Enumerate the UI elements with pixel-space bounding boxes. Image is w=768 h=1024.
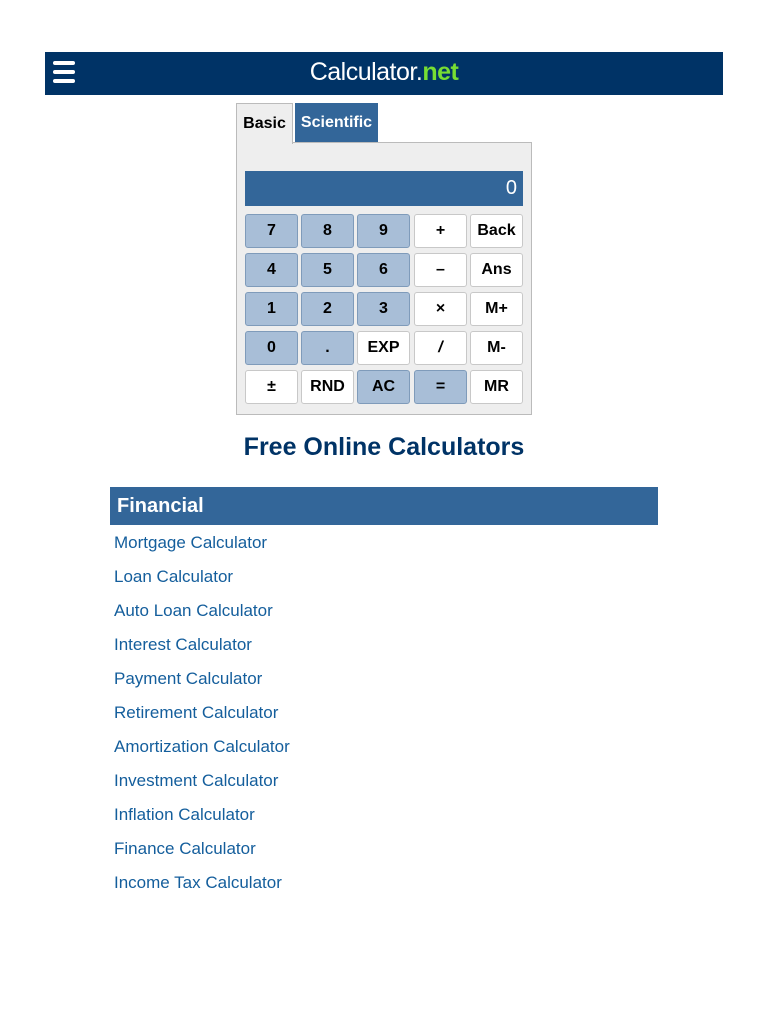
- key-3[interactable]: 3: [357, 292, 410, 326]
- key-9[interactable]: 9: [357, 214, 410, 248]
- section-heading-financial[interactable]: Financial: [110, 487, 658, 525]
- key-plus-minus[interactable]: ±: [245, 370, 298, 404]
- link-finance-calculator[interactable]: Finance Calculator: [114, 839, 256, 858]
- link-income-tax-calculator[interactable]: Income Tax Calculator: [114, 873, 282, 892]
- link-auto-loan-calculator[interactable]: Auto Loan Calculator: [114, 601, 273, 620]
- key-memory-minus[interactable]: M-: [470, 331, 523, 365]
- key-plus[interactable]: +: [414, 214, 467, 248]
- link-inflation-calculator[interactable]: Inflation Calculator: [114, 805, 255, 824]
- key-exp[interactable]: EXP: [357, 331, 410, 365]
- logo-dot: .: [415, 58, 423, 86]
- financial-links-list: [114, 530, 290, 904]
- tab-basic[interactable]: Basic: [236, 103, 293, 144]
- key-8[interactable]: 8: [301, 214, 354, 248]
- link-interest-calculator[interactable]: Interest Calculator: [114, 635, 252, 654]
- key-random[interactable]: RND: [301, 370, 354, 404]
- key-equals[interactable]: =: [414, 370, 467, 404]
- key-memory-recall[interactable]: MR: [470, 370, 523, 404]
- logo-net: net: [422, 58, 459, 86]
- key-0[interactable]: 0: [245, 331, 298, 365]
- link-payment-calculator[interactable]: Payment Calculator: [114, 669, 263, 688]
- link-investment-calculator[interactable]: Investment Calculator: [114, 771, 279, 790]
- key-ans[interactable]: Ans: [470, 253, 523, 287]
- key-multiply[interactable]: ×: [414, 292, 467, 326]
- link-retirement-calculator[interactable]: Retirement Calculator: [114, 703, 279, 722]
- key-minus[interactable]: –: [414, 253, 467, 287]
- logo-text: Calculator: [309, 58, 416, 86]
- link-mortgage-calculator[interactable]: Mortgage Calculator: [114, 533, 268, 552]
- key-back[interactable]: Back: [470, 214, 523, 248]
- key-7[interactable]: 7: [245, 214, 298, 248]
- link-loan-calculator[interactable]: Loan Calculator: [114, 567, 234, 586]
- calculator-display: 0: [245, 171, 523, 206]
- key-2[interactable]: 2: [301, 292, 354, 326]
- site-header: [45, 52, 723, 95]
- key-all-clear[interactable]: AC: [357, 370, 410, 404]
- key-5[interactable]: 5: [301, 253, 354, 287]
- key-divide[interactable]: /: [414, 331, 467, 365]
- key-6[interactable]: 6: [357, 253, 410, 287]
- link-amortization-calculator[interactable]: Amortization Calculator: [114, 737, 290, 756]
- key-memory-plus[interactable]: M+: [470, 292, 523, 326]
- key-4[interactable]: 4: [245, 253, 298, 287]
- site-logo[interactable]: [45, 52, 723, 95]
- calculator-panel: [236, 142, 532, 415]
- key-decimal[interactable]: .: [301, 331, 354, 365]
- page-title: Free Online Calculators: [243, 433, 525, 461]
- key-1[interactable]: 1: [245, 292, 298, 326]
- tab-scientific[interactable]: Scientific: [295, 103, 378, 142]
